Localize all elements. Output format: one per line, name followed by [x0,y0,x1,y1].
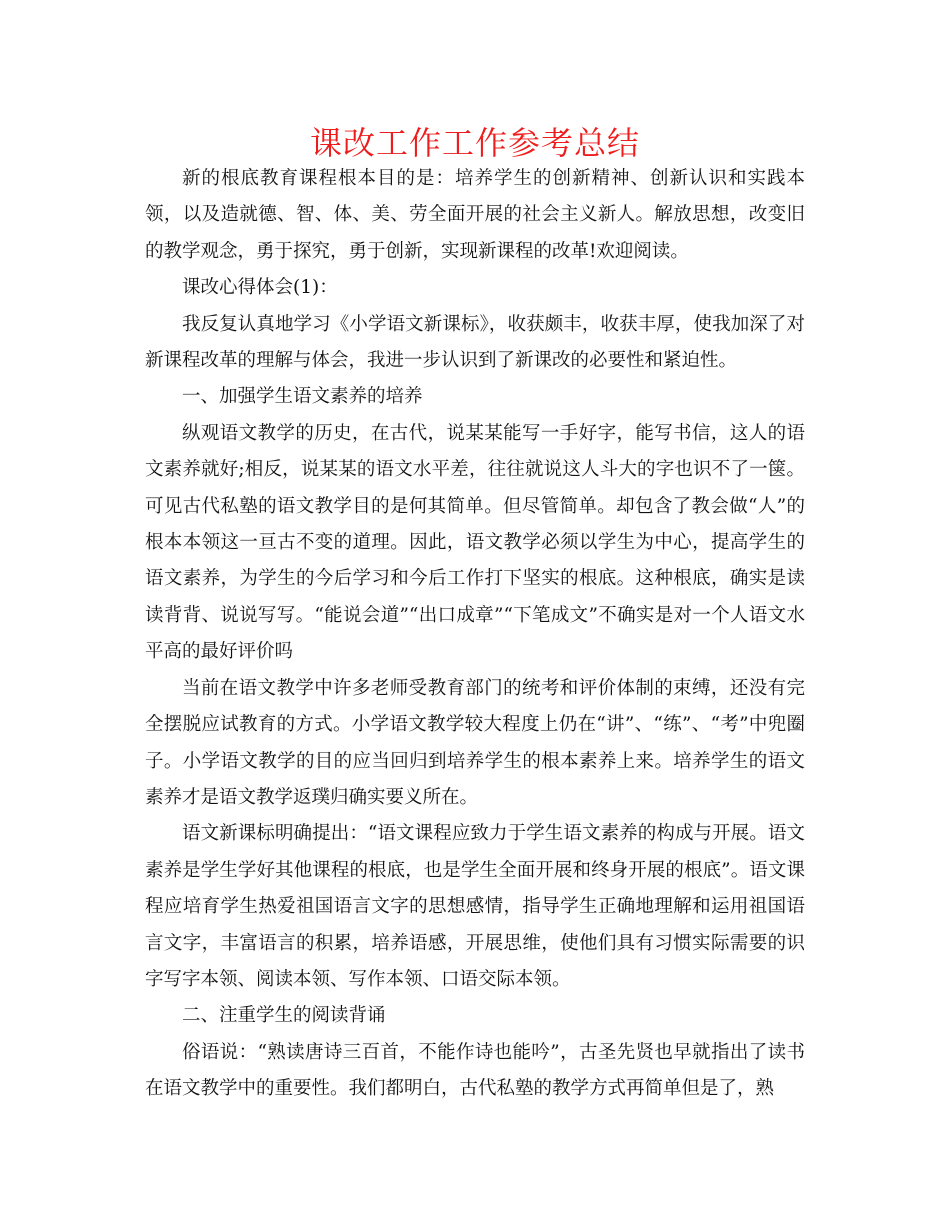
paragraph: 纵观语文教学的历史，在古代，说某某能写一手好字，能写书信，这人的语文素养就好;相反，说某某的语文水平差，往往就说这人斗大的字也识不了一箧。可见古代私塾的语文教学目的是何其简单。但尽管简单。却包含了教会做“人”的根本本领这一亘古不变的道理。因此，语文教学必须以学生为中心，提高学生的语文素养，为学生的今后学习和今后工作打下坚实的根底。这种根底，确实是读读背背、说说写写。“能说会道”“出口成章”“下笔成文”不确实是对一个人语文水平高的最好评价吗 [145,422,805,663]
paragraph-section-label: 课改心得体会(1)： [182,277,338,299]
section-heading-2: 二、注重学生的阅读背诵 [182,1005,386,1027]
paragraph: 语文新课标明确提出：“语文课程应致力于学生语文素养的构成与开展。语文素养是学生学好其他课程的根底，也是学生全面开展和终身开展的根底”。语文课程应培育学生热爱祖国语言文字的思想感情，指导学生正确地理解和运用祖国语言文字，丰富语言的积累，培养语感，开展思维，使他们具有习惯实际需要的识字写字本领、阅读本领、写作本领、口语交际本领。 [145,823,805,990]
section-heading-1: 一、加强学生语文素养的培养 [182,386,423,408]
paragraph: 当前在语文教学中许多老师受教育部门的统考和评价体制的束缚，还没有完全摆脱应试教育的方式。小学语文教学较大程度上仍在“讲”、“练”、“考”中兜圈子。小学语文教学的目的应当回归到培养学生的根本素养上来。培养学生的语文素养才是语文教学返璞归确实要义所在。 [145,677,805,808]
paragraph: 我反复认真地学习《小学语文新课标》，收获颇丰，收获丰厚，使我加深了对新课程改革的理解与体会，我进一步认识到了新课改的必要性和紧迫性。 [145,313,805,372]
document-title: 课改工作工作参考总结 [309,124,640,162]
paragraph-intro: 新的根底教育课程根本目的是：培养学生的创新精神、创新认识和实践本领，以及造就德、智、体、美、劳全面开展的社会主义新人。解放思想，改变旧的教学观念，勇于探究，勇于创新，实现新课程的改革!欢迎阅读。 [145,168,805,262]
document-body [145,161,805,1108]
paragraph: 俗语说：“熟读唐诗三百首，不能作诗也能吟”，古圣先贤也早就指出了读书在语文教学中的重要性。我们都明白，古代私塾的教学方式再简单但是了，熟 [145,1041,805,1100]
